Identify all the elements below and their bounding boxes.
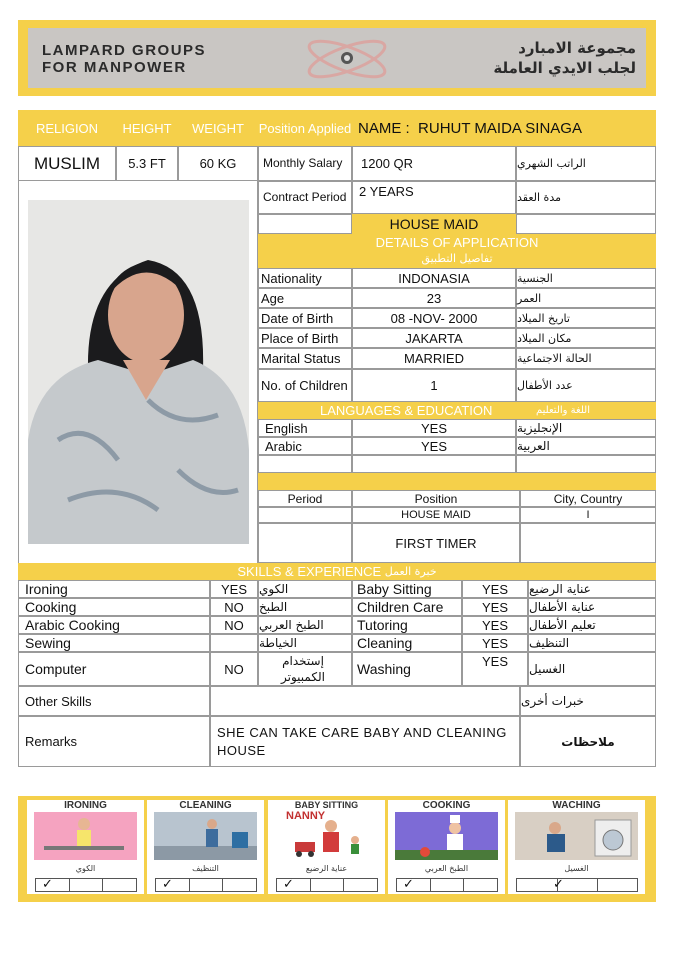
tile-checkbox-ironing bbox=[35, 878, 137, 892]
ironing-photo-icon bbox=[34, 812, 137, 860]
monthly-salary-ar: الراتب الشهري bbox=[516, 146, 656, 181]
tile-ar-cleaning: التنظيف bbox=[192, 864, 219, 873]
lang-value-english: YES bbox=[352, 419, 516, 437]
skill-label-baby-sitting: Baby Sitting bbox=[352, 580, 462, 598]
height-value: 5.3 FT bbox=[116, 146, 178, 181]
tile-check-mark-ironing: ✓ bbox=[42, 876, 53, 891]
footer-tile-cooking bbox=[388, 800, 505, 894]
detail-label-pob: Place of Birth bbox=[258, 328, 352, 348]
lang-label-arabic: Arabic bbox=[258, 437, 352, 455]
tile-checkbox-cleaning bbox=[155, 878, 257, 892]
detail-label-nationality: Nationality bbox=[258, 268, 352, 288]
tile-title-washing: WACHING bbox=[552, 800, 601, 811]
tile-title-cooking: COOKING bbox=[422, 800, 471, 811]
height-label: HEIGHT bbox=[116, 110, 178, 146]
languages-section-header bbox=[258, 402, 656, 419]
skill-label-sewing: Sewing bbox=[18, 634, 210, 652]
first-timer-text: FIRST TIMER bbox=[352, 523, 520, 563]
position-applied-label: Position Applied bbox=[258, 110, 352, 146]
detail-ar-marital: الحالة الاجتماعية bbox=[516, 348, 656, 369]
weight-label: WEIGHT bbox=[178, 110, 258, 146]
skill-value-computer: NO bbox=[210, 652, 258, 686]
skill-ar-ironing: الكوي bbox=[258, 580, 352, 598]
tile-ar-washing: الغسيل bbox=[564, 864, 589, 873]
cooking-photo-icon bbox=[395, 812, 498, 860]
period-label: Period bbox=[258, 490, 352, 507]
position-spacer bbox=[258, 214, 352, 234]
skill-value-washing: YES bbox=[462, 652, 528, 686]
tile-title-cleaning: CLEANING bbox=[179, 800, 232, 811]
skill-ar-washing: الغسيل bbox=[528, 652, 656, 686]
company-name-ar bbox=[440, 38, 636, 78]
skill-value-ironing: YES bbox=[210, 580, 258, 598]
skill-label-tutoring: Tutoring bbox=[352, 616, 462, 634]
experience-bar bbox=[258, 473, 656, 490]
tile-checkbox-cooking bbox=[396, 878, 498, 892]
weight-value: 60 KG bbox=[178, 146, 258, 181]
languages-title-en: LANGUAGES & EDUCATION bbox=[320, 403, 493, 418]
company-name-ar-line1: مجموعة الامبارد bbox=[518, 39, 636, 57]
tile-ar-baby-sitting: عناية الرضيع bbox=[305, 864, 348, 873]
remarks-value: SHE CAN TAKE CARE BABY AND CLEANING HOUSE bbox=[210, 716, 520, 767]
detail-label-age: Age bbox=[258, 288, 352, 308]
skills-section-header bbox=[18, 563, 656, 580]
skill-ar-tutoring: تعليم الأطفال bbox=[528, 616, 656, 634]
skill-label-cooking: Cooking bbox=[18, 598, 210, 616]
lang-ar-english: الإنجليزية bbox=[516, 419, 656, 437]
skill-value-sewing bbox=[210, 634, 258, 652]
skill-ar-computer: إستخدام الكمبيوتر bbox=[258, 652, 352, 686]
skill-label-arabic-cooking: Arabic Cooking bbox=[18, 616, 210, 634]
monthly-salary-value: 1200 QR bbox=[352, 146, 516, 181]
tile-title-ironing: IRONING bbox=[64, 800, 107, 811]
lang-empty-2 bbox=[352, 455, 516, 473]
nanny-banner-text: NANNY bbox=[286, 810, 326, 822]
lang-empty-1 bbox=[258, 455, 352, 473]
company-name-en-line1: LAMPARD GROUPS bbox=[42, 42, 207, 59]
skill-value-baby-sitting: YES bbox=[462, 580, 528, 598]
cleaning-photo-icon bbox=[154, 812, 257, 860]
skills-title-en: SKILLS & EXPERIENCE bbox=[237, 564, 382, 579]
contract-period-ar: مدة العقد bbox=[516, 181, 656, 214]
detail-value-children: 1 bbox=[352, 369, 516, 402]
lang-ar-arabic: العربية bbox=[516, 437, 656, 455]
detail-label-children: No. of Children bbox=[258, 369, 352, 402]
other-skills-value bbox=[210, 686, 520, 716]
detail-ar-children: عدد الأطفال bbox=[516, 369, 656, 402]
remarks-label: Remarks bbox=[18, 716, 210, 767]
skill-label-ironing: Ironing bbox=[18, 580, 210, 598]
city-country-value: I bbox=[520, 507, 656, 523]
details-section-header bbox=[258, 234, 656, 268]
name-label: NAME : bbox=[358, 119, 410, 137]
company-name-ar-line2: لجلب الايدي العاملة bbox=[493, 59, 636, 77]
skill-value-tutoring: YES bbox=[462, 616, 528, 634]
remarks-ar: ملاحظات bbox=[520, 716, 656, 767]
footer-tile-baby-sitting bbox=[268, 800, 385, 894]
skill-ar-arabic-cooking: الطبخ العربي bbox=[258, 616, 352, 634]
detail-label-marital: Marital Status bbox=[258, 348, 352, 369]
detail-value-marital: MARRIED bbox=[352, 348, 516, 369]
applicant-photo-image bbox=[28, 200, 249, 544]
religion-value: MUSLIM bbox=[18, 146, 116, 181]
footer-tile-ironing bbox=[27, 800, 144, 894]
skill-label-computer: Computer bbox=[18, 652, 210, 686]
period-value bbox=[258, 507, 352, 523]
tile-checkbox-washing bbox=[516, 878, 638, 892]
exp-position-value: HOUSE MAID bbox=[352, 507, 520, 523]
detail-ar-age: العمر bbox=[516, 288, 656, 308]
detail-label-dob: Date of Birth bbox=[258, 308, 352, 328]
skill-label-washing: Washing bbox=[352, 652, 462, 686]
tile-check-mark-washing: ✓ bbox=[553, 876, 564, 891]
detail-value-pob: JAKARTA bbox=[352, 328, 516, 348]
skill-ar-sewing: الخياطة bbox=[258, 634, 352, 652]
skill-ar-cleaning: التنظيف bbox=[528, 634, 656, 652]
lang-value-arabic: YES bbox=[352, 437, 516, 455]
footer-tile-cleaning bbox=[147, 800, 264, 894]
washing-photo-icon bbox=[515, 812, 638, 860]
other-skills-ar: خبرات أخرى bbox=[520, 686, 656, 716]
detail-ar-pob: مكان الميلاد bbox=[516, 328, 656, 348]
skill-value-arabic-cooking: NO bbox=[210, 616, 258, 634]
skill-ar-cooking: الطبخ bbox=[258, 598, 352, 616]
detail-ar-nationality: الجنسية bbox=[516, 268, 656, 288]
skill-label-cleaning: Cleaning bbox=[352, 634, 462, 652]
exp-position-label: Position bbox=[352, 490, 520, 507]
name-value: RUHUT MAIDA SINAGA bbox=[418, 119, 582, 137]
tile-check-mark-cleaning: ✓ bbox=[162, 876, 173, 891]
detail-value-nationality: INDONASIA bbox=[352, 268, 516, 288]
languages-title-ar: اللغة والتعليم bbox=[536, 405, 590, 416]
skill-value-cleaning: YES bbox=[462, 634, 528, 652]
company-name-en bbox=[42, 42, 206, 76]
lang-empty-3 bbox=[516, 455, 656, 473]
detail-value-dob: 08 -NOV- 2000 bbox=[352, 308, 516, 328]
company-logo-icon bbox=[297, 34, 397, 84]
city-country-label: City, Country bbox=[520, 490, 656, 507]
contract-period-value: 2 YEARS bbox=[352, 181, 516, 214]
exp-city-empty bbox=[520, 523, 656, 563]
tile-check-mark-baby-sitting: ✓ bbox=[283, 876, 294, 891]
tile-check-mark-cooking: ✓ bbox=[403, 876, 414, 891]
skill-label-children-care: Children Care bbox=[352, 598, 462, 616]
monthly-salary-label: Monthly Salary bbox=[258, 146, 352, 181]
position-ar-spacer bbox=[516, 214, 656, 234]
contract-period-label: Contract Period bbox=[258, 181, 352, 214]
detail-value-age: 23 bbox=[352, 288, 516, 308]
details-title-en: DETAILS OF APPLICATION bbox=[375, 235, 539, 250]
detail-ar-dob: تاريخ الميلاد bbox=[516, 308, 656, 328]
tile-ar-cooking: الطبخ العربي bbox=[424, 864, 469, 873]
applicant-photo bbox=[28, 200, 249, 544]
company-name-en-line2: FOR MANPOWER bbox=[42, 59, 187, 76]
tile-checkbox-baby-sitting bbox=[276, 878, 378, 892]
tile-ar-ironing: الكوي bbox=[75, 864, 96, 873]
skill-ar-children-care: عناية الأطفال bbox=[528, 598, 656, 616]
position-applied-value: HOUSE MAID bbox=[352, 214, 516, 234]
footer-tile-washing bbox=[508, 800, 645, 894]
exp-period-empty bbox=[258, 523, 352, 563]
lang-label-english: English bbox=[258, 419, 352, 437]
skill-value-children-care: YES bbox=[462, 598, 528, 616]
details-title-ar: تفاصيل التطبيق bbox=[421, 252, 493, 265]
skill-value-cooking: NO bbox=[210, 598, 258, 616]
skill-ar-baby-sitting: عناية الرضيع bbox=[528, 580, 656, 598]
other-skills-label: Other Skills bbox=[18, 686, 210, 716]
religion-label: RELIGION bbox=[18, 110, 116, 146]
tile-title-baby-sitting: BABY SITTING bbox=[294, 800, 359, 810]
name-row bbox=[352, 110, 656, 146]
skills-title-ar: خبرة العمل bbox=[384, 565, 437, 578]
